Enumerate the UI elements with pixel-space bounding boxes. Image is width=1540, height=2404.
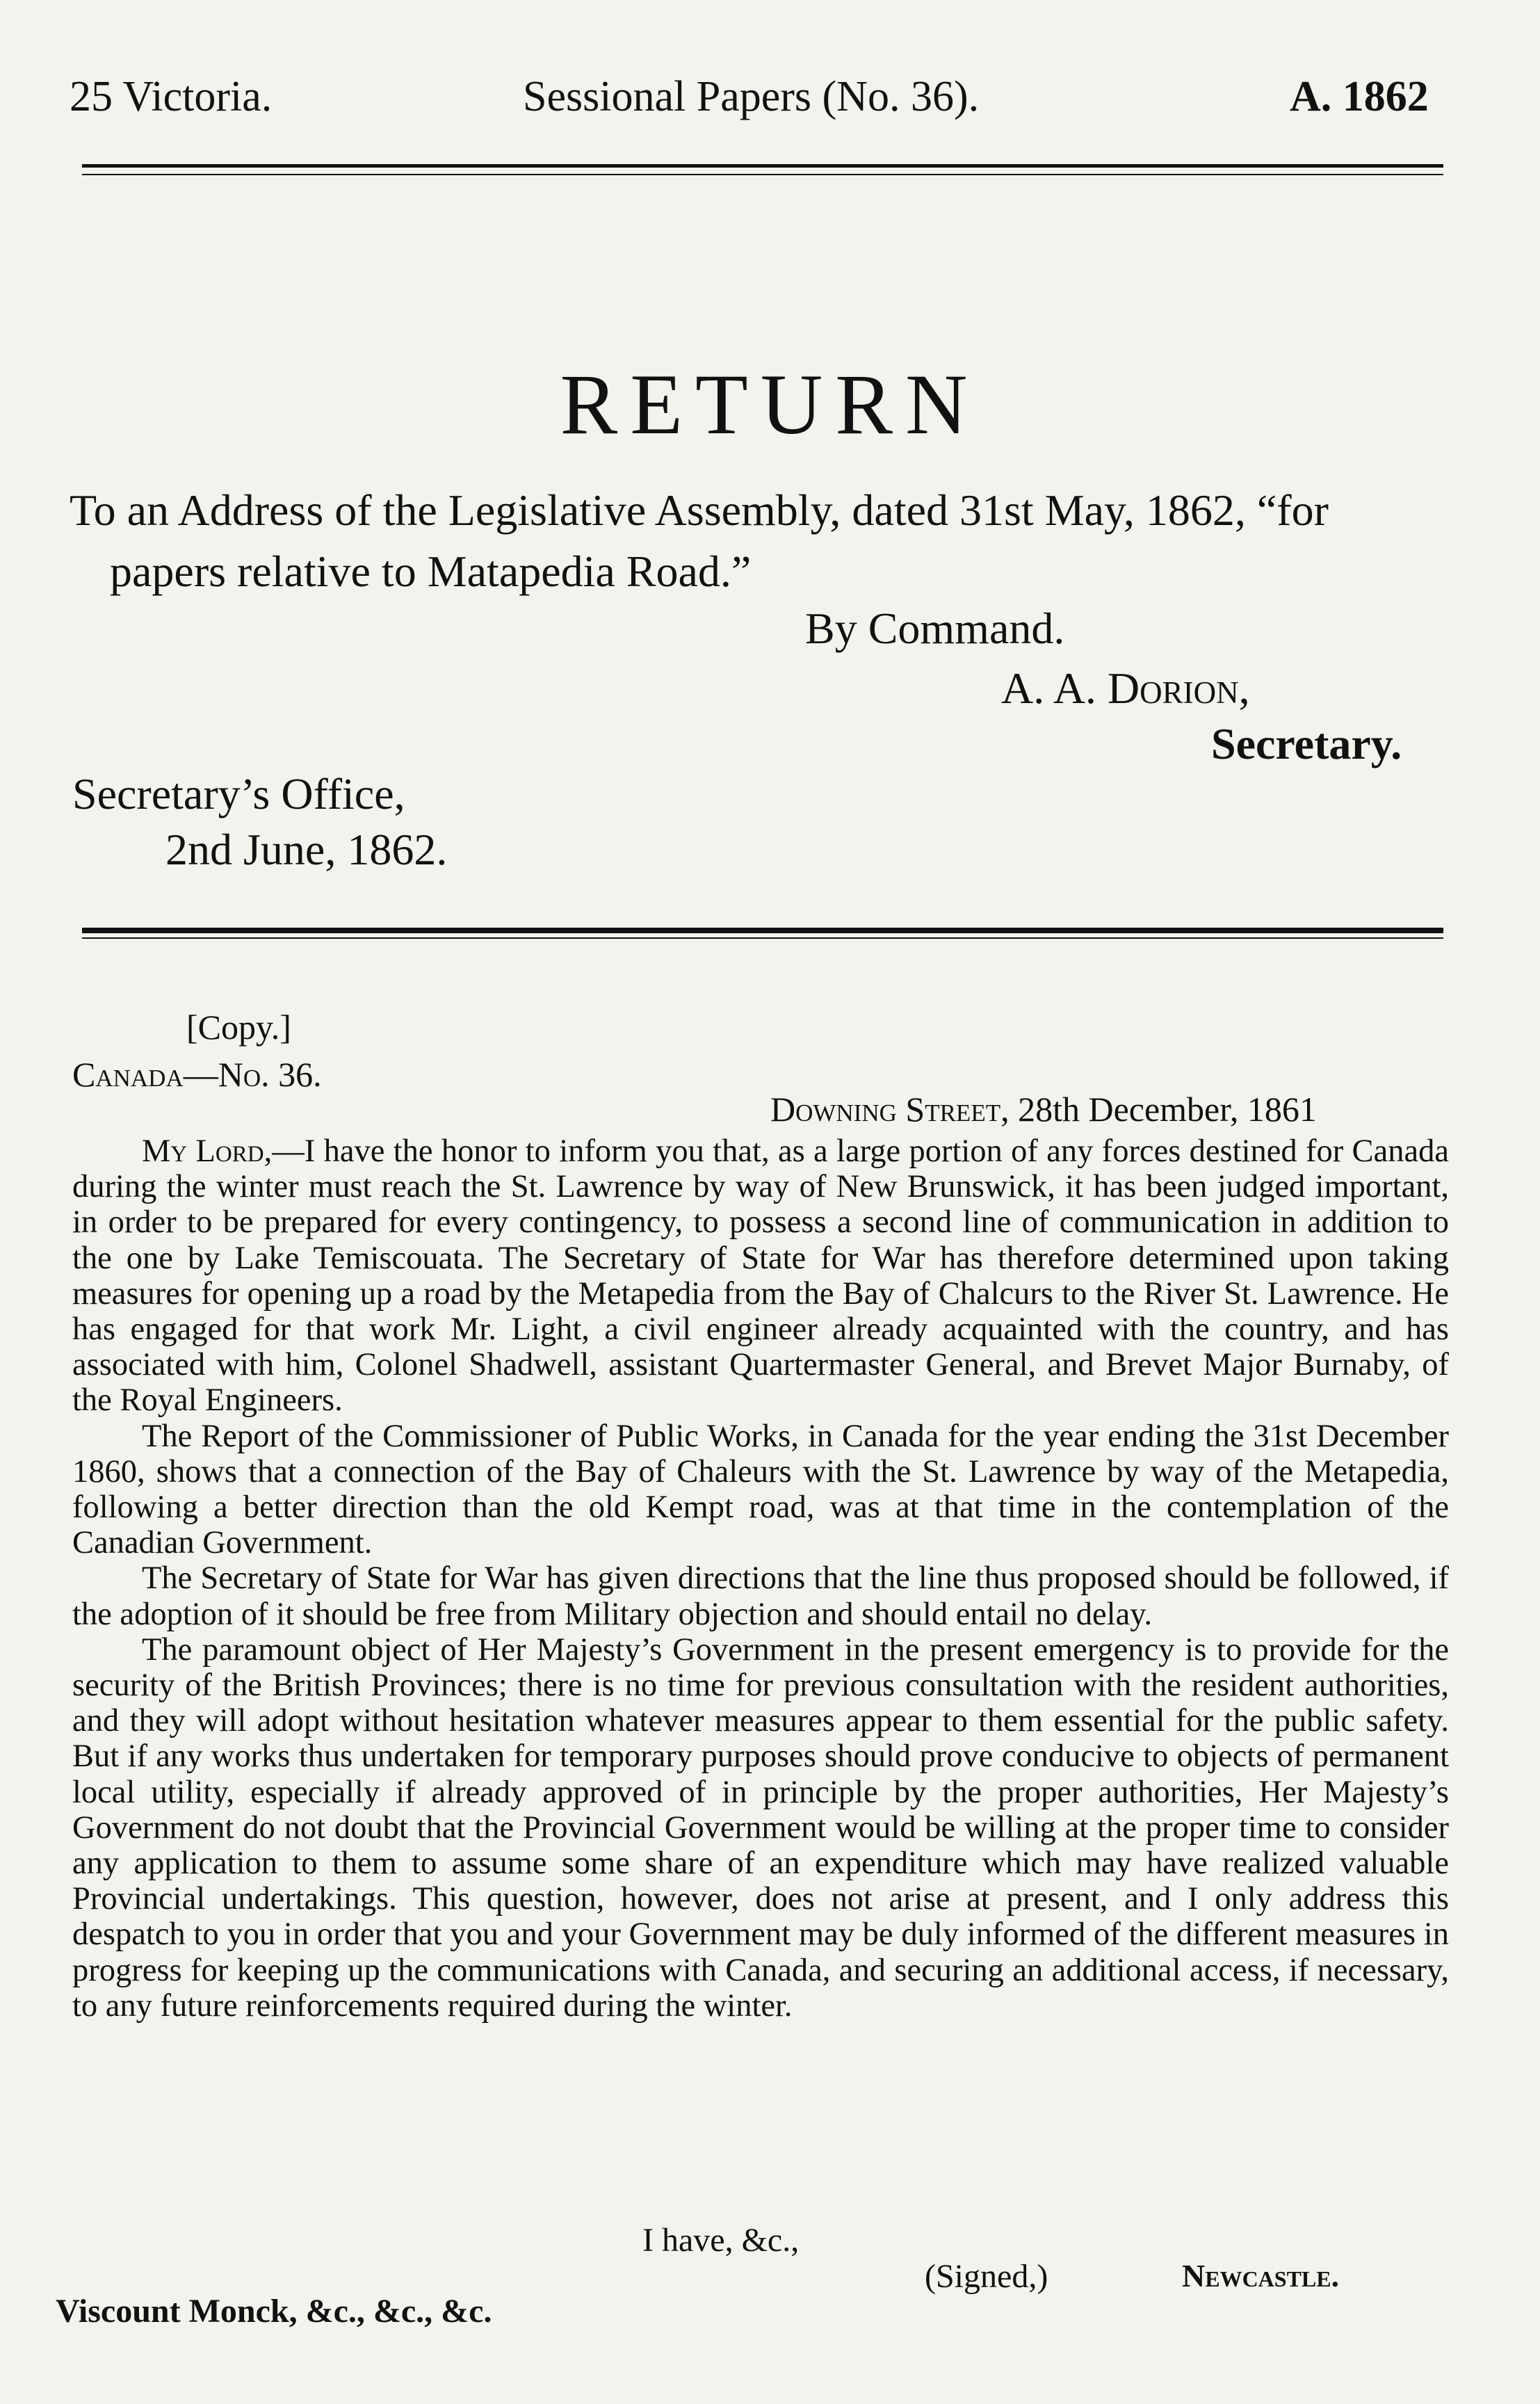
office-name: Secretary’s Office, [72, 769, 405, 818]
signer-name: A. A. Dorion, [1001, 663, 1250, 713]
document-title: RETURN [560, 357, 980, 452]
dateline-date: 28th December, 1861 [1009, 1090, 1317, 1129]
signed-label: (Signed,) [925, 2258, 1048, 2295]
despatch-reference: Canada—No. 36. [72, 1055, 322, 1094]
salutation: My Lord, [142, 1134, 273, 1169]
letter-paragraph: The paramount object of Her Majesty’s Government in the present emergency is to provide for the security of the British Provinces; there is no time for previous consultation with the resident authorities, and they will adopt without hesitation whatever measures appear to them essential for the public safety. But if any works thus undertaken for temporary purposes should prove conducive to objects of permanent local utility, especially if already approved of in principle by the proper authorities, Her Majesty’s Government do not doubt that the Provincial Government would be willing at the proper time to consider any application to them to assume some share of an expenditure which may have realized valuable Provincial undertakings. This question, however, does not arise at present, and I only address this despatch to you in order that you and your Government may be duly informed of the different measures in progress for keeping up the communications with Canada, and securing an additional access, if necessary, to any future reinforcements required during the winter. [72, 1631, 1449, 2024]
letter-body [72, 1134, 1449, 2024]
letter-dateline [770, 1092, 1317, 1127]
header-rule-thin [82, 174, 1443, 175]
header-session: 25 Victoria. [70, 73, 273, 120]
addressee: Viscount Monck, &c., &c., &c. [56, 2293, 492, 2330]
header-paper-number: Sessional Papers (No. 36). [523, 73, 980, 120]
letter-paragraph: My Lord,—I have the honor to inform you that, as a large portion of any forces destined for Canada during the winter must reach the St. Lawrence by way of New Brunswick, it has been judged important, in order to be prepared for every contingency, to possess a second line of communication in addition to the one by Lake Temiscouata. The Secretary of State for War has therefore determined upon taking measures for opening up a road by the Metapedia from the Bay of Chalcurs to the River St. Lawrence. He has engaged for that work Mr. Light, a civil engineer already acquainted with the country, and has associated with him, Colonel Shadwell, assistant Quartermaster General, and Brevet Major Burnaby, of the Royal Engineers. [72, 1134, 1449, 1419]
office-date: 2nd June, 1862. [165, 825, 448, 874]
signer-role: Secretary. [1211, 719, 1402, 768]
copy-label: [Copy.] [186, 1008, 291, 1047]
address-line-1: To an Address of the Legislative Assembly, dated 31st May, 1862, “for [70, 485, 1329, 535]
header-year: A. 1862 [1290, 73, 1429, 120]
header-rule-thick [82, 164, 1443, 168]
address-line-2: papers relative to Matapedia Road.” [110, 547, 752, 596]
closing: I have, &c., [642, 2222, 800, 2259]
section-rule-thin [82, 937, 1443, 939]
section-rule-thick [82, 928, 1443, 933]
dateline-place: Downing Street, [770, 1090, 1010, 1129]
by-command: By Command. [805, 604, 1065, 653]
letter-paragraph: The Secretary of State for War has given directions that the line thus proposed should be followed, if the adoption of it should be free from Military objection and should entail no delay. [72, 1560, 1449, 1632]
signature: Newcastle. [1182, 2258, 1340, 2293]
letter-paragraph: The Report of the Commissioner of Public Works, in Canada for the year ending the 31st December 1860, shows that a connection of the Bay of Chaleurs with the St. Lawrence by way of the Metapedia, following a better direction than the old Kempt road, was at that time in the contemplation of the Canadian Government. [72, 1418, 1449, 1561]
